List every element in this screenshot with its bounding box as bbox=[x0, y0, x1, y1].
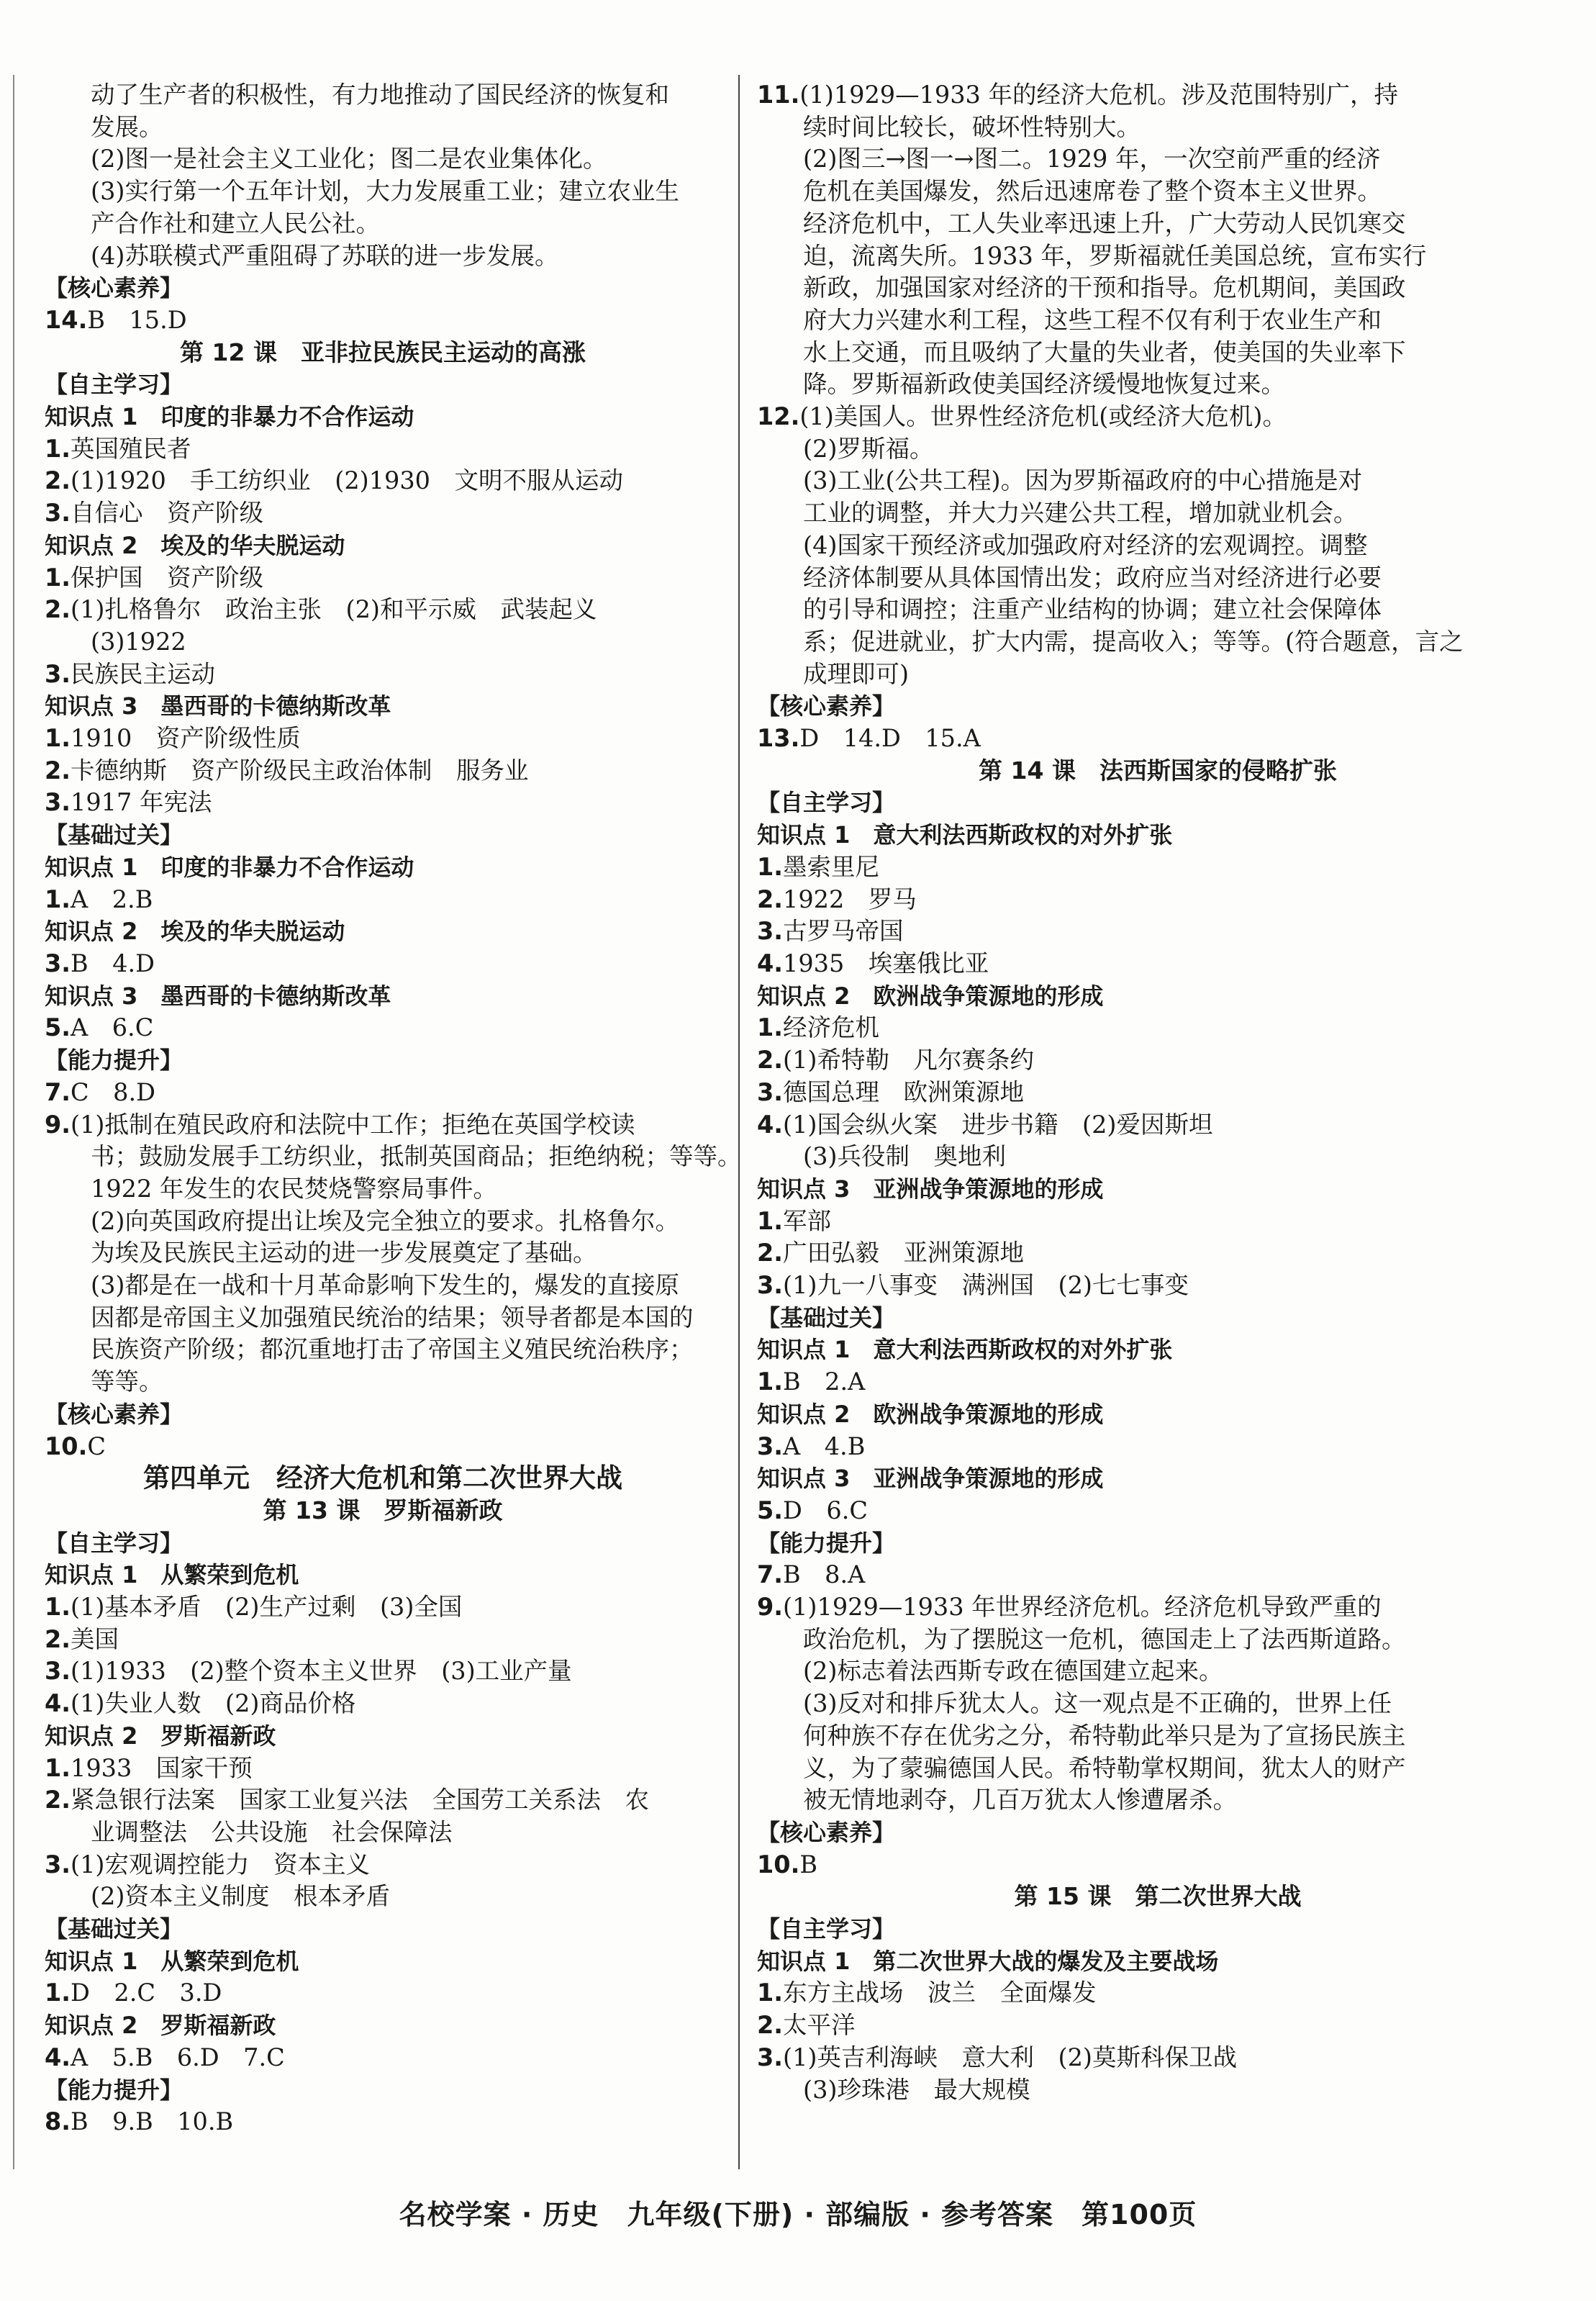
answer-text: 东方主战场 波兰 全面爆发 bbox=[783, 1979, 1097, 2007]
question-number: 2. bbox=[757, 1046, 784, 1075]
answer-continuation: (3)1922 bbox=[91, 627, 186, 656]
answer-continuation: 的引导和调控；注重产业结构的协调；建立社会保障体 bbox=[803, 595, 1382, 624]
lesson-title: 第 13 课 罗斯福新政 bbox=[263, 1496, 503, 1524]
question-number: 3. bbox=[45, 1850, 71, 1879]
answer-line bbox=[45, 1688, 721, 1720]
left-column bbox=[45, 79, 742, 2138]
answer-text: 自信心 资产阶级 bbox=[71, 499, 264, 528]
answer-line bbox=[757, 1366, 1559, 1398]
answer-text: A 2.B bbox=[71, 885, 153, 913]
section-header: 【能力提升】 bbox=[45, 2076, 183, 2104]
question-number: 9. bbox=[45, 1110, 71, 1139]
question-number: 1. bbox=[757, 1013, 784, 1042]
answer-continuation: (3)珍珠港 最大规模 bbox=[803, 2075, 1030, 2104]
answer-continuation: 迫，流离失所。1933 年，罗斯福就任美国总统，宣布实行 bbox=[803, 241, 1427, 270]
answer-line bbox=[757, 79, 1559, 112]
answer-line bbox=[45, 594, 721, 626]
answer-text: (1)失业人数 (2)商品价格 bbox=[71, 1689, 356, 1718]
lesson-title: 第 14 课 法西斯国家的侵略扩张 bbox=[979, 756, 1337, 785]
answer-text: (1)1929—1933 年世界经济危机。经济危机导致严重的 bbox=[783, 1593, 1382, 1622]
answer-text: 1910 资产阶级性质 bbox=[71, 724, 301, 753]
answer-continuation: 危机在美国爆发，然后迅速席卷了整个资本主义世界。 bbox=[803, 177, 1382, 206]
answer-text: B bbox=[799, 1850, 817, 1879]
answer-continuation: 动了生产者的积极性，有力地推动了国民经济的恢复和 bbox=[91, 81, 669, 109]
question-number: 10. bbox=[45, 1432, 88, 1460]
answer-text: 民族民主运动 bbox=[71, 659, 216, 688]
answer-line bbox=[757, 1849, 1559, 1881]
answer-text: (1)1929—1933 年的经济大危机。涉及范围特别广，持 bbox=[799, 81, 1398, 109]
answer-continuation: 书；鼓励发展手工纺织业，抵制英国商品；拒绝纳税；等等。 bbox=[91, 1142, 742, 1171]
answer-text: (1)美国人。世界性经济危机(或经济大危机)。 bbox=[799, 402, 1287, 431]
knowledge-point-heading: 知识点 1 从繁荣到危机 bbox=[45, 1947, 299, 1975]
answer-continuation: 等等。 bbox=[91, 1368, 163, 1396]
answer-text: (1)宏观调控能力 资本主义 bbox=[71, 1850, 370, 1879]
answer-text: 古罗马帝国 bbox=[783, 917, 904, 946]
question-number: 5. bbox=[757, 1496, 784, 1524]
answer-text: 保护国 资产阶级 bbox=[71, 563, 264, 592]
question-number: 3. bbox=[757, 1432, 784, 1460]
knowledge-point-heading: 知识点 2 罗斯福新政 bbox=[45, 1722, 276, 1750]
question-number: 3. bbox=[757, 1077, 784, 1106]
answer-text: 军部 bbox=[783, 1206, 832, 1235]
answer-continuation: 政治危机，为了摆脱这一危机，德国走上了法西斯道路。 bbox=[803, 1624, 1406, 1653]
question-number: 3. bbox=[757, 2043, 784, 2071]
question-number: 4. bbox=[45, 1689, 71, 1718]
answer-text: D 14.D 15.A bbox=[799, 724, 981, 753]
answer-text: 美国 bbox=[71, 1624, 119, 1653]
answer-continuation: (3)反对和排斥犹太人。这一观点是不正确的，世界上任 bbox=[803, 1689, 1392, 1718]
question-number: 1. bbox=[757, 1206, 784, 1235]
answer-continuation: 新政，加强国家对经济的干预和指导。危机期间，美国政 bbox=[803, 274, 1406, 302]
answer-line bbox=[757, 723, 1559, 755]
answer-line bbox=[757, 1270, 1559, 1302]
lesson-title: 第 12 课 亚非拉民族民主运动的高涨 bbox=[180, 338, 586, 366]
answer-text: (1)1920 手工纺织业 (2)1930 文明不服从运动 bbox=[71, 466, 623, 495]
answer-continuation: (2)图一是社会主义工业化；图二是农业集体化。 bbox=[91, 145, 607, 173]
answer-continuation: 被无情地剥夺，几百万犹太人惨遭屠杀。 bbox=[803, 1786, 1237, 1814]
answer-line bbox=[45, 1655, 721, 1688]
knowledge-point-heading: 知识点 3 墨西哥的卡德纳斯改革 bbox=[45, 982, 391, 1010]
answer-continuation: 府大力兴建水利工程，这些工程不仅有利于农业生产和 bbox=[803, 305, 1382, 334]
question-number: 1. bbox=[757, 852, 784, 881]
question-number: 1. bbox=[45, 1593, 71, 1622]
question-number: 11. bbox=[757, 81, 800, 109]
answer-text: C bbox=[87, 1432, 106, 1460]
answer-line bbox=[45, 2042, 721, 2074]
question-number: 7. bbox=[45, 1077, 71, 1106]
answer-continuation: 发展。 bbox=[91, 112, 163, 141]
question-number: 3. bbox=[757, 1271, 784, 1300]
answer-text: (1)九一八事变 满洲国 (2)七七事变 bbox=[783, 1271, 1189, 1300]
answer-line bbox=[757, 1012, 1559, 1044]
answer-text: C 8.D bbox=[71, 1077, 156, 1106]
answer-line bbox=[757, 1077, 1559, 1109]
question-number: 4. bbox=[757, 1110, 784, 1139]
question-number: 3. bbox=[45, 659, 71, 688]
answer-text: B 2.A bbox=[783, 1368, 866, 1396]
answer-continuation: 成理即可) bbox=[803, 659, 910, 688]
question-number: 1. bbox=[757, 1979, 784, 2007]
answer-text: 太平洋 bbox=[783, 2011, 856, 2040]
answer-text: D 6.C bbox=[783, 1496, 869, 1524]
answer-line bbox=[45, 1784, 721, 1817]
knowledge-point-heading: 知识点 1 从繁荣到危机 bbox=[45, 1561, 299, 1589]
answer-line bbox=[45, 433, 721, 466]
answer-continuation: (2)图三→图一→图二。1929 年，一次空前严重的经济 bbox=[803, 145, 1381, 173]
answer-line bbox=[45, 304, 721, 337]
answer-line bbox=[45, 1012, 721, 1044]
question-number: 1. bbox=[757, 1368, 784, 1396]
answer-continuation: 1922 年发生的农民焚烧警察局事件。 bbox=[91, 1174, 497, 1203]
answer-text: 紧急银行法案 国家工业复兴法 全国劳工关系法 农 bbox=[71, 1786, 650, 1814]
answer-text: (1)国会纵火案 进步书籍 (2)爱因斯坦 bbox=[783, 1110, 1213, 1139]
answer-line bbox=[757, 2010, 1559, 2042]
answer-line bbox=[757, 1495, 1559, 1527]
question-number: 2. bbox=[757, 2011, 784, 2040]
answer-text: 1933 国家干预 bbox=[71, 1753, 253, 1782]
answer-line bbox=[757, 1977, 1559, 2010]
answer-text: 1935 埃塞俄比亚 bbox=[783, 949, 989, 977]
answer-line bbox=[757, 884, 1559, 916]
question-number: 14. bbox=[45, 305, 88, 334]
answer-continuation: 产合作社和建立人民公社。 bbox=[91, 209, 380, 238]
question-number: 2. bbox=[45, 595, 71, 624]
answer-text: (1)基本矛盾 (2)生产过剩 (3)全国 bbox=[71, 1593, 463, 1622]
section-header: 【能力提升】 bbox=[45, 1046, 183, 1075]
answer-line bbox=[757, 1206, 1559, 1238]
knowledge-point-heading: 知识点 2 欧洲战争策源地的形成 bbox=[757, 982, 1104, 1010]
question-number: 1. bbox=[45, 434, 71, 463]
answer-line bbox=[757, 916, 1559, 948]
answer-line bbox=[45, 465, 721, 497]
knowledge-point-heading: 知识点 2 埃及的华夫脱运动 bbox=[45, 531, 345, 559]
answer-text: (1)抵制在殖民政府和法院中工作；拒绝在英国学校读 bbox=[71, 1110, 635, 1139]
section-header: 【基础过关】 bbox=[45, 821, 183, 849]
answer-continuation: (4)苏联模式严重阻碍了苏联的进一步发展。 bbox=[91, 241, 559, 270]
section-header: 【自主学习】 bbox=[757, 789, 896, 817]
knowledge-point-heading: 知识点 1 印度的非暴力不合作运动 bbox=[45, 403, 414, 431]
section-header: 【能力提升】 bbox=[757, 1529, 896, 1557]
question-number: 2. bbox=[757, 1239, 784, 1267]
question-number: 3. bbox=[757, 917, 784, 946]
section-header: 【核心素养】 bbox=[757, 692, 896, 720]
answer-text: B 8.A bbox=[783, 1560, 866, 1589]
question-number: 1. bbox=[45, 724, 71, 753]
answer-line bbox=[45, 755, 721, 787]
answer-continuation: 因都是帝国主义加强殖民统治的结果；领导者都是本国的 bbox=[91, 1303, 694, 1332]
answer-continuation: (3)工业(公共工程)。因为罗斯福政府的中心措施是对 bbox=[803, 466, 1363, 495]
knowledge-point-heading: 知识点 1 意大利法西斯政权的对外扩张 bbox=[757, 1336, 1173, 1364]
question-number: 1. bbox=[45, 1753, 71, 1782]
question-number: 4. bbox=[757, 949, 784, 977]
answer-line bbox=[45, 1977, 721, 2010]
answer-continuation: (2)标志着法西斯专政在德国建立起来。 bbox=[803, 1657, 1223, 1686]
answer-text: (1)扎格鲁尔 政治主张 (2)和平示威 武装起义 bbox=[71, 595, 597, 624]
answer-text: (1)1933 (2)整个资本主义世界 (3)工业产量 bbox=[71, 1657, 572, 1686]
question-number: 2. bbox=[45, 1786, 71, 1814]
knowledge-point-heading: 知识点 2 欧洲战争策源地的形成 bbox=[757, 1400, 1104, 1428]
question-number: 8. bbox=[45, 2107, 71, 2136]
section-header: 【自主学习】 bbox=[757, 1915, 896, 1943]
answer-line bbox=[45, 562, 721, 595]
answer-line bbox=[757, 2042, 1559, 2074]
section-header: 【核心素养】 bbox=[757, 1818, 896, 1846]
answer-text: A 6.C bbox=[71, 1013, 154, 1042]
question-number: 12. bbox=[757, 402, 800, 431]
right-column bbox=[757, 79, 1559, 2106]
answer-line bbox=[45, 1753, 721, 1785]
answer-line bbox=[757, 401, 1559, 433]
answer-line bbox=[45, 948, 721, 980]
answer-line bbox=[757, 1591, 1559, 1624]
question-number: 2. bbox=[45, 1624, 71, 1653]
question-number: 4. bbox=[45, 2043, 71, 2071]
knowledge-point-heading: 知识点 2 罗斯福新政 bbox=[45, 2012, 276, 2040]
section-header: 【基础过关】 bbox=[45, 1915, 183, 1943]
answer-continuation: 降。罗斯福新政使美国经济缓慢地恢复过来。 bbox=[803, 370, 1285, 399]
answer-continuation: 为埃及民族民主运动的进一步发展奠定了基础。 bbox=[91, 1239, 597, 1267]
answer-text: D 2.C 3.D bbox=[71, 1979, 222, 2007]
answer-text: 英国殖民者 bbox=[71, 434, 191, 463]
answer-line bbox=[45, 1431, 721, 1463]
knowledge-point-heading: 知识点 1 第二次世界大战的爆发及主要战场 bbox=[757, 1947, 1219, 1975]
answer-line bbox=[45, 497, 721, 530]
answer-text: B 9.B 10.B bbox=[71, 2107, 234, 2136]
section-header: 【核心素养】 bbox=[45, 1400, 183, 1428]
section-header: 【基础过关】 bbox=[757, 1303, 896, 1332]
answer-continuation: 经济危机中，工人失业率迅速上升，广大劳动人民饥寒交 bbox=[803, 209, 1406, 238]
section-header: 【自主学习】 bbox=[45, 1529, 183, 1557]
answer-line bbox=[757, 948, 1559, 980]
answer-text: 经济危机 bbox=[783, 1013, 880, 1042]
knowledge-point-heading: 知识点 1 意大利法西斯政权的对外扩张 bbox=[757, 821, 1173, 849]
answer-line bbox=[45, 1109, 721, 1142]
answer-line bbox=[45, 884, 721, 916]
answer-text: B 4.D bbox=[71, 949, 155, 977]
answer-continuation: (4)国家干预经济或加强政府对经济的宏观调控。调整 bbox=[803, 530, 1368, 559]
answer-text: (1)英吉利海峡 意大利 (2)莫斯科保卫战 bbox=[783, 2043, 1237, 2071]
answer-text: 卡德纳斯 资产阶级民主政治体制 服务业 bbox=[71, 756, 529, 785]
answer-continuation: (2)资本主义制度 根本矛盾 bbox=[91, 1882, 390, 1911]
answer-text: 墨索里尼 bbox=[783, 852, 880, 881]
answer-continuation: (2)罗斯福。 bbox=[803, 434, 934, 463]
answer-text: 德国总理 欧洲策源地 bbox=[783, 1077, 1025, 1106]
answer-continuation: (3)实行第一个五年计划，大力发展重工业；建立农业生 bbox=[91, 177, 679, 206]
question-number: 1. bbox=[45, 563, 71, 592]
question-number: 3. bbox=[45, 788, 71, 817]
answer-line bbox=[45, 1849, 721, 1881]
answer-continuation: (3)兵役制 奥地利 bbox=[803, 1142, 1006, 1171]
page-edge-line bbox=[13, 75, 14, 2169]
question-number: 3. bbox=[45, 1657, 71, 1686]
answer-continuation: 水上交通，而且吸纳了大量的失业者，使美国的失业率下 bbox=[803, 338, 1406, 366]
answer-text: 广田弘毅 亚洲策源地 bbox=[783, 1239, 1025, 1267]
answer-line bbox=[45, 723, 721, 755]
question-number: 13. bbox=[757, 724, 800, 753]
question-number: 3. bbox=[45, 499, 71, 528]
question-number: 9. bbox=[757, 1593, 784, 1622]
answer-continuation: 业调整法 公共设施 社会保障法 bbox=[91, 1817, 453, 1846]
answer-line bbox=[45, 659, 721, 691]
answer-text: B 15.D bbox=[87, 305, 187, 334]
unit-title: 第四单元 经济大危机和第二次世界大战 bbox=[143, 1463, 622, 1494]
answer-text: 1922 罗马 bbox=[783, 885, 917, 913]
knowledge-point-heading: 知识点 1 印度的非暴力不合作运动 bbox=[45, 853, 414, 881]
answer-line bbox=[757, 1044, 1559, 1077]
answer-line bbox=[757, 1237, 1559, 1270]
answer-line bbox=[45, 1591, 721, 1624]
answer-line bbox=[757, 851, 1559, 884]
answer-line bbox=[45, 1624, 721, 1656]
answer-continuation: (3)都是在一战和十月革命影响下发生的，爆发的直接原 bbox=[91, 1271, 679, 1300]
question-number: 5. bbox=[45, 1013, 71, 1042]
answer-continuation: (2)向英国政府提出让埃及完全独立的要求。扎格鲁尔。 bbox=[91, 1206, 679, 1235]
question-number: 2. bbox=[45, 756, 71, 785]
answer-text: A 5.B 6.D 7.C bbox=[71, 2043, 285, 2071]
question-number: 2. bbox=[757, 885, 784, 913]
knowledge-point-heading: 知识点 3 亚洲战争策源地的形成 bbox=[757, 1175, 1104, 1203]
answer-continuation: 系；促进就业，扩大内需，提高收入；等等。(符合题意，言之 bbox=[803, 627, 1464, 656]
question-number: 2. bbox=[45, 466, 71, 495]
answer-line bbox=[757, 1431, 1559, 1463]
question-number: 3. bbox=[45, 949, 71, 977]
question-number: 7. bbox=[757, 1560, 784, 1589]
section-header: 【核心素养】 bbox=[45, 274, 183, 302]
section-header: 【自主学习】 bbox=[45, 371, 183, 399]
answer-line bbox=[45, 787, 721, 819]
answer-text: A 4.B bbox=[783, 1432, 866, 1460]
page-footer: 名校学案 · 历史 九年级(下册) · 部编版 · 参考答案 第100页 bbox=[399, 2199, 1197, 2230]
answer-continuation: 义，为了蒙骗德国人民。希特勒掌权期间，犹太人的财产 bbox=[803, 1753, 1406, 1782]
lesson-title: 第 15 课 第二次世界大战 bbox=[1014, 1882, 1302, 1911]
answer-continuation: 民族资产阶级；都沉重地打击了帝国主义殖民统治秩序； bbox=[91, 1335, 694, 1364]
knowledge-point-heading: 知识点 3 亚洲战争策源地的形成 bbox=[757, 1465, 1104, 1493]
answer-continuation: 经济体制要从具体国情出发；政府应当对经济进行必要 bbox=[803, 563, 1382, 592]
question-number: 10. bbox=[757, 1850, 800, 1879]
answer-line bbox=[757, 1559, 1559, 1591]
answer-line bbox=[45, 1077, 721, 1109]
question-number: 1. bbox=[45, 885, 71, 913]
knowledge-point-heading: 知识点 2 埃及的华夫脱运动 bbox=[45, 918, 345, 946]
answer-continuation: 续时间比较长，破坏性特别大。 bbox=[803, 112, 1141, 141]
column-divider bbox=[738, 75, 740, 2169]
question-number: 1. bbox=[45, 1979, 71, 2007]
answer-line bbox=[757, 1109, 1559, 1142]
answer-continuation: 工业的调整，并大力兴建公共工程，增加就业机会。 bbox=[803, 499, 1358, 528]
answer-continuation: 何种族不存在优劣之分，希特勒此举只是为了宣扬民族主 bbox=[803, 1721, 1406, 1750]
answer-line bbox=[45, 2106, 721, 2138]
knowledge-point-heading: 知识点 3 墨西哥的卡德纳斯改革 bbox=[45, 692, 391, 720]
answer-text: 1917 年宪法 bbox=[71, 788, 212, 817]
answer-text: (1)希特勒 凡尔赛条约 bbox=[783, 1046, 1034, 1075]
